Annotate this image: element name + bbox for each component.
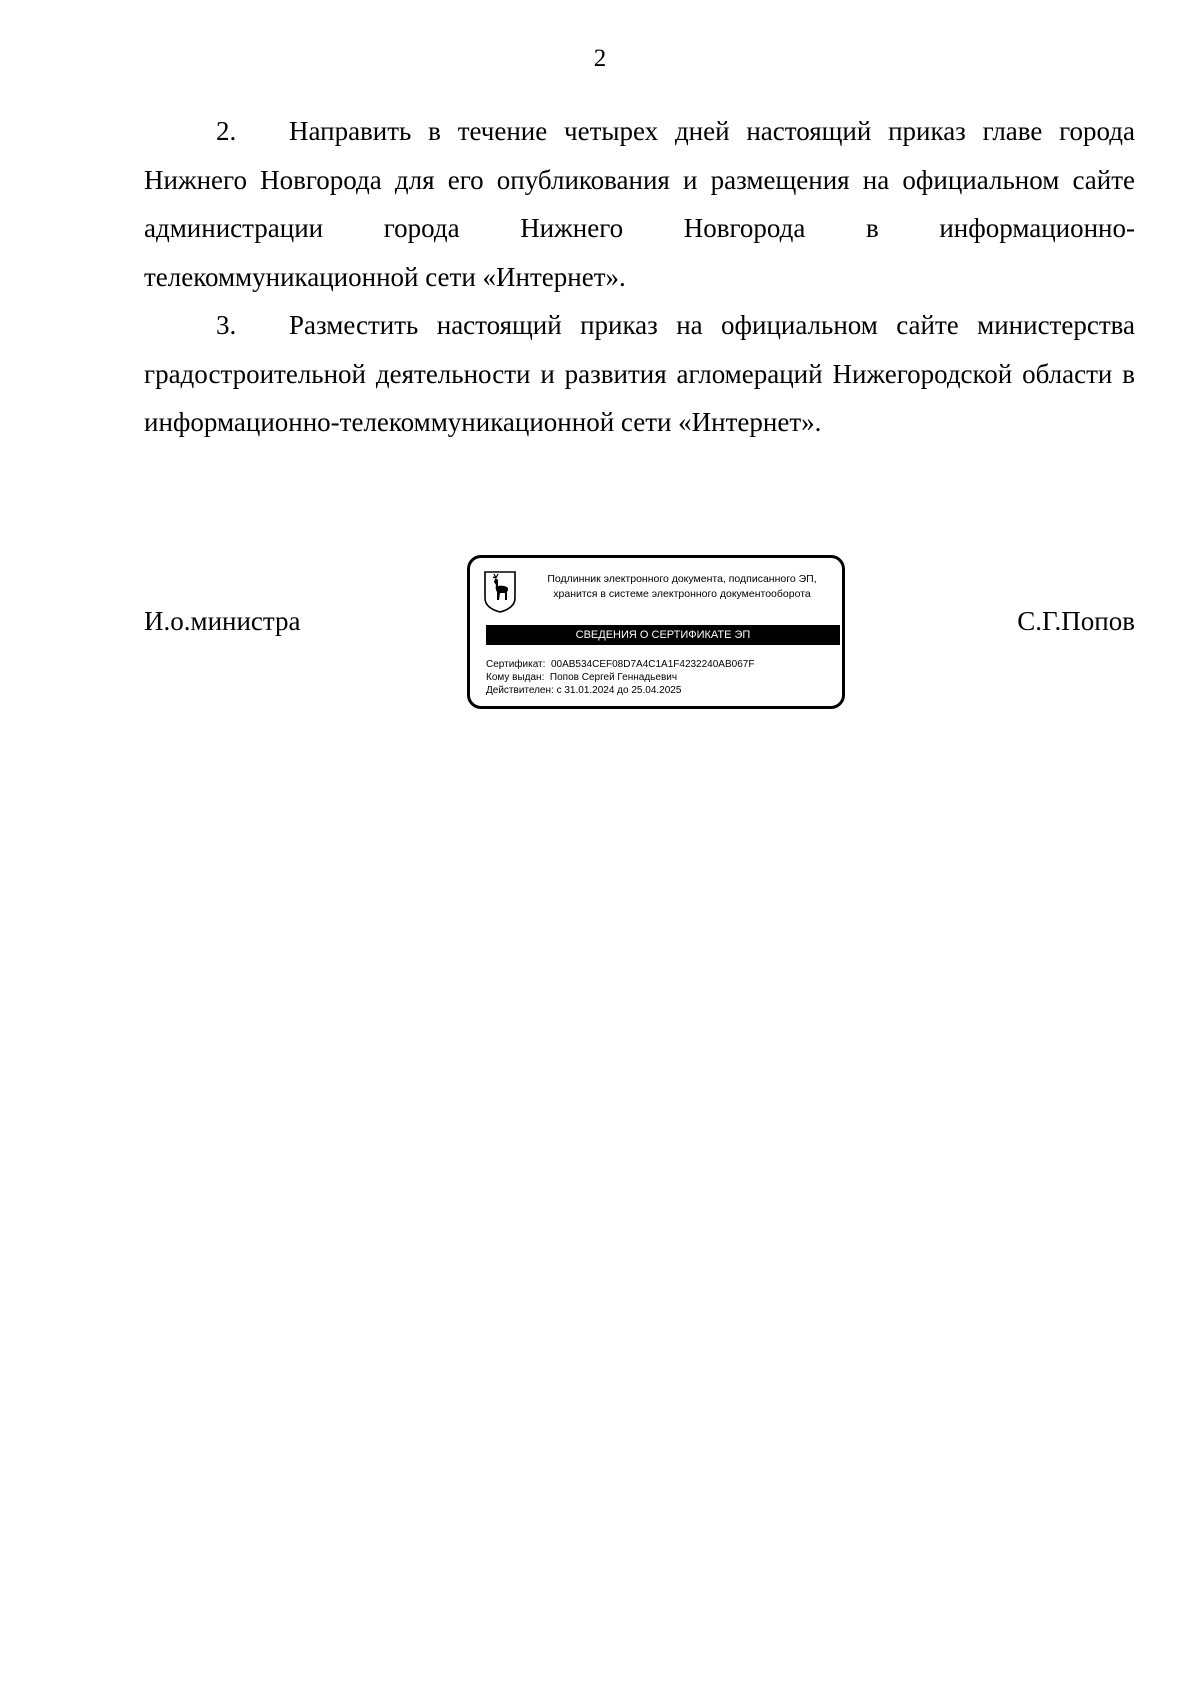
paragraph-2 [144,107,1135,301]
signer-position: И.о.министра [144,606,301,636]
paragraph-text: Направить в течение четырех дней настоящий приказ главе города Нижнего Новгорода для его опубликования и размещения на официальном сайте администрации города Нижнего Новгорода в информационно-телекоммуникационной сети «Интернет». [144,116,1135,292]
valid-row [486,684,840,697]
paragraph-3 [144,301,1135,447]
paragraph-number: 3. [216,310,237,340]
issued-to-label: Кому выдан: [486,672,545,683]
valid-label: Действителен: [486,685,554,696]
certificate-info-bar: СВЕДЕНИЯ О СЕРТИФИКАТЕ ЭП [486,625,840,645]
electronic-signature-stamp [467,555,845,709]
page-number: 2 [593,45,607,72]
paragraph-number: 2. [216,116,237,146]
certificate-label: Сертификат: [486,659,546,670]
certificate-row [486,658,840,671]
stamp-header-line2: хранится в системе электронного документооборота [553,588,811,600]
valid-value: с 31.01.2024 до 25.04.2025 [556,685,682,696]
certificate-details [486,658,840,697]
deer-emblem-icon [483,570,517,614]
document-body [144,107,1135,447]
certificate-value: 00AB534CEF08D7A4C1A1F4232240AB067F [550,659,755,670]
issued-to-row [486,671,840,684]
stamp-header [524,572,840,602]
stamp-header-line1: Подлинник электронного документа, подписанного ЭП, [547,573,817,585]
paragraph-text: Разместить настоящий приказ на официальном сайте министерства градостроительной деятельности и развития агломераций Нижегородской области в информационно-телекоммуникационной сети «Интернет». [144,310,1135,437]
signer-name: С.Г.Попов [1017,606,1135,636]
issued-to-value: Попов Сергей Геннадьевич [549,672,678,683]
